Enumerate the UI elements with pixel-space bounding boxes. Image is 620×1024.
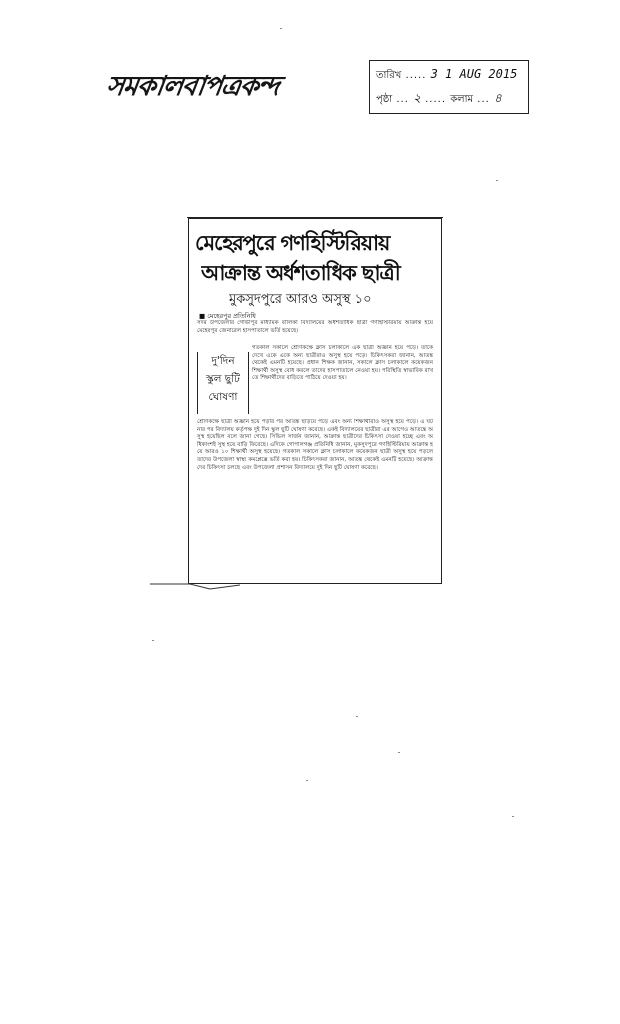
byline: ■ মেহেরপুর প্রতিনিধি <box>199 312 256 320</box>
sidebar-line-1: দু'দিন <box>211 355 235 367</box>
stamp-date-value: 3 1 AUG 2015 <box>430 67 518 81</box>
stamp-page-label: পৃষ্ঠা <box>376 94 393 105</box>
scan-speck <box>280 28 282 29</box>
stamp-page-value: ২ <box>413 91 421 105</box>
sidebar-box <box>197 352 249 414</box>
stamp-date-label: তারিখ <box>376 70 402 81</box>
clipping-top-rule <box>187 217 443 218</box>
article-paragraph-3: শ্রেণিকক্ষে ছাত্রী অজ্ঞান হয়ে পড়ার পর আতঙ্ক ছড়িয়ে পড়ে এবং অন্য শিক্ষার্থীরাও অসুস্থ হয়ে পড়ে। এ ঘটনার পর বিদ্যালয় কর্তৃপক্ষ দুই দিন স্কুল ছুটি ঘোষণা করেছে। একই বিদ্যালয়ের ছাত্রীরা এর আগেও আতঙ্কে অসুস্থ হয়েছিল বলে জানা গেছে। সিভিল সার্জন জানান, আক্রান্ত ছাত্রীদের চিকিৎসা দেওয়া হচ্ছে এবং অধিকাংশই সুস্থ হয়ে বাড়ি ফিরেছে। এদিকে গোপালগঞ্জ প্রতিনিধি জানান, মুকসুদপুরে গণহিস্টিরিয়ায় আক্রান্ত হয়ে আরও ১০ শিক্ষার্থী অসুস্থ হয়েছে। গতকাল সকালে ক্লাস চলাকালে কয়েকজন ছাত্রী অসুস্থ হয়ে পড়লে তাদের উপজেলা স্বাস্থ্য কমপ্লেক্সে ভর্তি করা হয়। চিকিৎসকরা জানান, আতঙ্ক থেকেই এমনটি হয়েছে। আক্রান্তদের চিকিৎসা চলছে এবং উপজেলা প্রশাসন বিদ্যালয়ে দুই দিন ছুটি ঘোষণা করেছে। <box>197 419 433 471</box>
article-paragraph-1: সদর উপজেলার গোভীপুর মাধ্যমিক বালিকা বিদ্যালয়ের অর্ধশতাধিক ছাত্রী গণহিস্টিরিয়ায় আক্রান্ত হয়ে মেহেরপুর জেনারেল হাসপাতালে ভর্তি হয়েছে। <box>197 320 433 334</box>
stamp-column-value: ৪ <box>494 91 502 105</box>
stamp-page-row: পৃষ্ঠা ... ২ ..... কলাম ... ৪ <box>376 91 502 105</box>
news-clipping <box>188 218 442 584</box>
byline-text: মেহেরপুর প্রতিনিধি <box>207 312 256 320</box>
sidebar-line-3: ঘোষণা <box>208 391 238 403</box>
scan-speck <box>398 752 400 753</box>
headline-line-2: আক্রান্ত অর্ধশতাধিক ছাত্রী <box>201 261 400 285</box>
article-paragraph-2: গতকাল সকালে শ্রেণিকক্ষে ক্লাস চলাকালে এক ছাত্রী অজ্ঞান হয়ে পড়ে। তাকে দেখে একে একে অন্য ছাত্রীরাও অসুস্থ হয়ে পড়ে। চিকিৎসকরা জানান, আতঙ্ক থেকেই এমনটি হয়েছে। প্রধান শিক্ষক জানান, সকালে ক্লাস চলাকালে কয়েকজন শিক্ষার্থী অসুস্থ বোধ করলে তাদের হাসপাতালে নেওয়া হয়। পরিস্থিতি স্বাভাবিক রাখতে শিক্ষার্থীদের বাড়িতে পাঠিয়ে দেওয়া হয়। <box>252 345 433 382</box>
sidebar-line-2: স্কুল ছুটি <box>206 373 240 385</box>
newspaper-masthead: সমকালবাপত্রকন্দ <box>104 71 281 102</box>
subheadline: মুকসুদপুরে আরও অসুস্থ ১০ <box>229 292 372 307</box>
archive-stamp <box>369 60 529 114</box>
scan-speck <box>496 180 498 181</box>
stamp-date-row: তারিখ ..... 3 1 AUG 2015 <box>376 67 518 81</box>
scan-speck <box>152 640 154 641</box>
scan-speck <box>306 780 308 781</box>
headline-line-1: মেহেরপুরে গণহিস্টিরিয়ায় <box>195 231 390 255</box>
clipping-cut-mark <box>150 583 240 591</box>
stamp-column-label: কলাম <box>450 94 474 105</box>
scan-speck <box>512 816 514 817</box>
scan-speck <box>356 716 358 717</box>
